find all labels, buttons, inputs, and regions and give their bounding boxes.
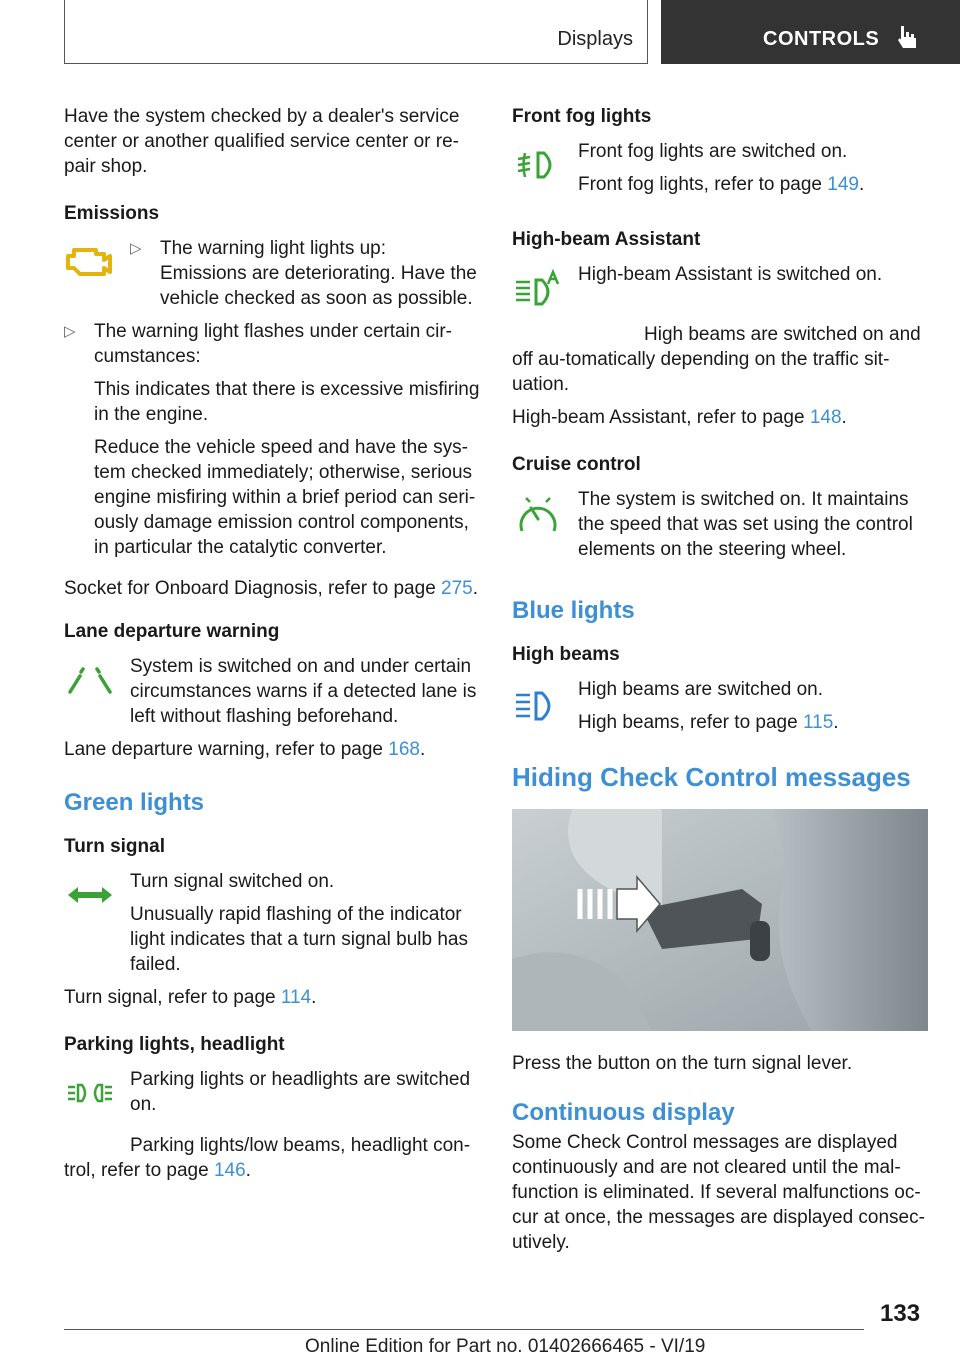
turn-signal-text-1: Turn signal switched on. [130, 871, 335, 892]
page-link-149[interactable]: 149 [827, 174, 859, 195]
header-chapter-box [661, 0, 960, 64]
lane-title: Lane departure warning [64, 621, 280, 642]
emissions-bullet-1: ▷ The warning light lights up: [130, 238, 387, 259]
socket-reference: Socket for Onboard Diagnosis, refer to page 275. [64, 578, 479, 599]
engine-warning-icon [64, 242, 130, 302]
hba-title: High-beam Assistant [512, 229, 701, 250]
turn-signal-text-2: Unusually rapid flashing of the indicator light indicates that a turn signal bulb has failed. [130, 904, 468, 975]
fog-title: Front fog lights [512, 106, 652, 127]
emissions-bullet-2: ▷ The warning light flashes under certain cir-cumstances: [64, 321, 453, 367]
fog-light-icon [512, 145, 578, 205]
lane-reference: Lane departure warning, refer to page 168. [64, 739, 426, 760]
page-link-168[interactable]: 168 [388, 739, 420, 760]
high-beam-assistant-icon [512, 268, 578, 328]
right-column [512, 104, 930, 1263]
high-beams-reference: High beams, refer to page 115. [578, 712, 839, 733]
parking-text-1: Parking lights or headlights are switched on. [130, 1069, 471, 1115]
turn-signal-lever-photo [512, 809, 928, 1031]
press-text: Press the button on the turn signal lever. [512, 1053, 853, 1074]
turn-signal-reference: Turn signal, refer to page 114. [64, 987, 317, 1008]
turn-signal-icon [64, 875, 130, 935]
lane-departure-icon [64, 660, 130, 720]
page-link-275[interactable]: 275 [441, 578, 473, 599]
page-link-115[interactable]: 115 [802, 712, 834, 733]
header-chapter-title: CONTROLS [763, 28, 880, 50]
emissions-bullet-1-text: Emissions are deteriorating. Have the vehicle checked as soon as possible. [160, 263, 477, 309]
cruise-text: The system is switched on. It maintains the speed that was set using the control elements on the steering wheel. [578, 489, 913, 560]
emissions-bullet-2-text-2: Reduce the vehicle speed and have the sys-tem checked immediately; otherwise, serious engine misfiring within a brief period can seri-ously damage emission control components, in particular the catalytic converter. [94, 437, 476, 558]
hiding-heading: Hiding Check Control messages [512, 762, 911, 792]
turn-signal-title: Turn signal [64, 836, 165, 857]
blue-lights-heading: Blue lights [512, 597, 635, 624]
header-section-box [64, 0, 648, 64]
fog-text-1: Front fog lights are switched on. [578, 141, 848, 162]
high-beams-text-1: High beams are switched on. [578, 679, 824, 700]
continuous-heading: Continuous display [512, 1099, 735, 1126]
green-lights-heading: Green lights [64, 789, 205, 816]
footer-divider [64, 1329, 864, 1330]
page-link-148[interactable]: 148 [809, 407, 842, 428]
page-link-146[interactable]: 146 [213, 1160, 246, 1181]
hba-text-1: High-beam Assistant is switched on. [578, 264, 883, 285]
cruise-title: Cruise control [512, 454, 641, 475]
footer-edition: Online Edition for Part no. 01402666465 - VI/19 [305, 1336, 706, 1357]
hba-reference: High-beam Assistant, refer to page 148. [512, 407, 847, 428]
high-beams-title: High beams [512, 644, 620, 665]
emissions-title: Emissions [64, 203, 160, 224]
emissions-bullet-2-text-1: This indicates that there is excessive misfiring in the engine. [94, 379, 480, 425]
continuous-text: Some Check Control messages are displayed continuously and are not cleared until the mal-function is eliminated. If several malfunctions oc-cur at once, the messages are displayed consec-utively. [512, 1132, 925, 1253]
parking-reference: Parking lights/low beams, headlight con-trol, refer to page 146. [64, 1135, 471, 1181]
page-link-114[interactable]: 114 [280, 987, 312, 1008]
high-beam-icon [512, 683, 578, 743]
page-number: 133 [880, 1300, 921, 1327]
parking-title: Parking lights, headlight [64, 1034, 285, 1055]
cruise-control-icon [512, 493, 578, 553]
left-column [64, 104, 482, 1191]
header-section-title: Displays [557, 28, 633, 50]
intro-text: Have the system checked by a dealer's service center or another qualified service center or re-pair shop. [64, 106, 460, 177]
hand-pointer-icon [895, 24, 919, 52]
parking-lights-icon [64, 1073, 130, 1133]
hba-text-2: High beams are switched on and off au-tomatically depending on the traffic sit-uation. [512, 324, 921, 395]
fog-reference: Front fog lights, refer to page 149. [578, 174, 865, 195]
lane-text: System is switched on and under certain circumstances warns if a detected lane is left without flashing beforehand. [130, 656, 477, 727]
